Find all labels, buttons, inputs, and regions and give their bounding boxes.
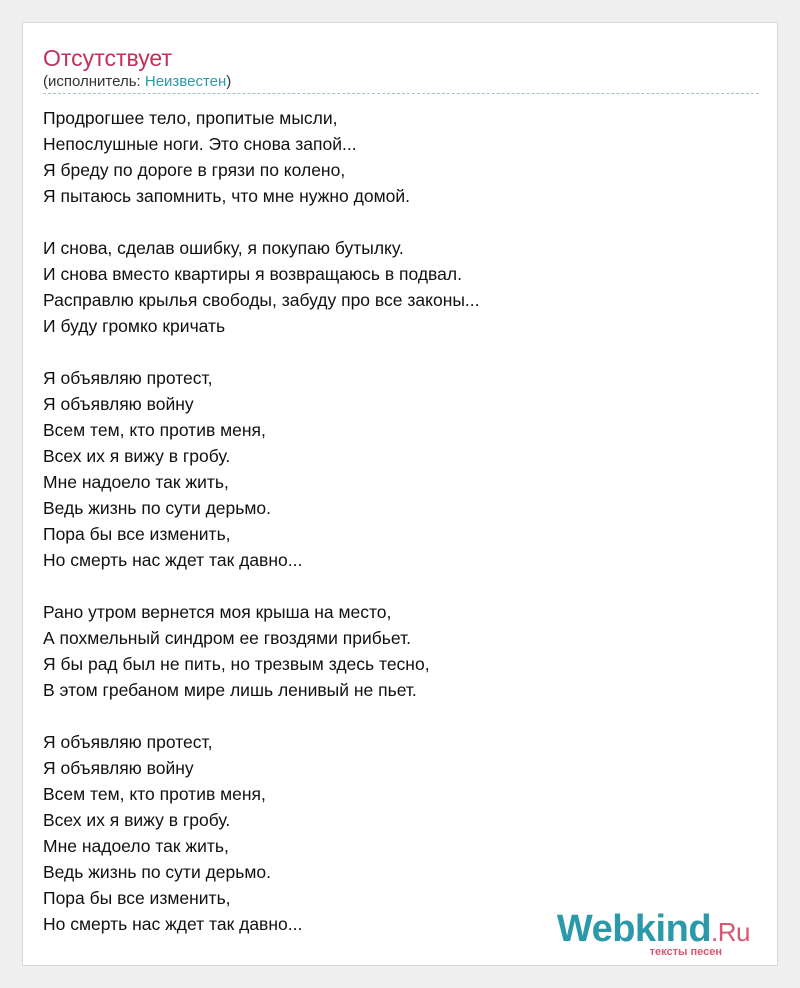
lyric-line: Рано утром вернется моя крыша на место, (43, 602, 392, 622)
performer-line (43, 73, 231, 91)
lyrics-text (43, 105, 743, 937)
lyric-line: Но смерть нас ждет так давно... (43, 914, 303, 934)
performer-prefix: (исполнитель: (43, 73, 145, 90)
performer-link[interactable]: Неизвестен (144, 73, 227, 90)
lyric-line: Я пытаюсь запомнить, что мне нужно домой. (43, 186, 410, 206)
stanza-gap (43, 703, 743, 729)
site-logo[interactable] (557, 910, 750, 958)
lyric-line: Непослушные ноги. Это снова запой... (43, 134, 357, 154)
logo-tagline: тексты песен (649, 946, 722, 958)
lyric-line: Пора бы все изменить, (43, 888, 231, 908)
lyric-line: Мне надоело так жить, (43, 836, 229, 856)
lyric-line: Всех их я вижу в гробу. (43, 810, 231, 830)
lyrics-card (22, 22, 778, 966)
stanza-gap (43, 573, 743, 599)
lyric-line: Я объявляю войну (43, 758, 194, 778)
performer-suffix: ) (226, 73, 232, 90)
logo-wordmark (557, 910, 750, 951)
lyric-line: Но смерть нас ждет так давно... (43, 550, 303, 570)
lyric-line: И снова вместо квартиры я возвращаюсь в подвал. (43, 264, 462, 284)
lyric-line: Всех их я вижу в гробу. (43, 446, 231, 466)
logo-name: Webkind (556, 908, 712, 950)
title-divider (43, 93, 759, 94)
lyric-line: Я объявляю протест, (43, 732, 213, 752)
stanza-gap (43, 339, 743, 365)
lyric-line: Всем тем, кто против меня, (43, 784, 266, 804)
stanza-gap (43, 209, 743, 235)
logo-tld: .Ru (711, 917, 750, 947)
lyric-line: Я бреду по дороге в грязи по колено, (43, 160, 346, 180)
lyric-line: Я объявляю войну (43, 394, 194, 414)
lyric-line: Расправлю крылья свободы, забуду про все законы... (43, 290, 480, 310)
lyric-line: В этом гребаном мире лишь ленивый не пьет. (43, 680, 417, 700)
lyric-line: Я объявляю протест, (43, 368, 213, 388)
lyric-line: Ведь жизнь по сути дерьмо. (43, 862, 272, 882)
lyric-line: Пора бы все изменить, (43, 524, 231, 544)
lyric-line: Мне надоело так жить, (43, 472, 229, 492)
lyric-line: Всем тем, кто против меня, (43, 420, 266, 440)
lyric-line: Ведь жизнь по сути дерьмо. (43, 498, 272, 518)
song-title: Отсутствует (43, 45, 172, 71)
lyric-line: И буду громко кричать (43, 316, 226, 336)
lyric-line: Продрогшее тело, пропитые мысли, (43, 108, 338, 128)
lyric-line: А похмельный синдром ее гвоздями прибьет. (43, 628, 412, 648)
lyric-line: И снова, сделав ошибку, я покупаю бутылку. (43, 238, 404, 258)
lyric-line: Я бы рад был не пить, но трезвым здесь тесно, (43, 654, 430, 674)
